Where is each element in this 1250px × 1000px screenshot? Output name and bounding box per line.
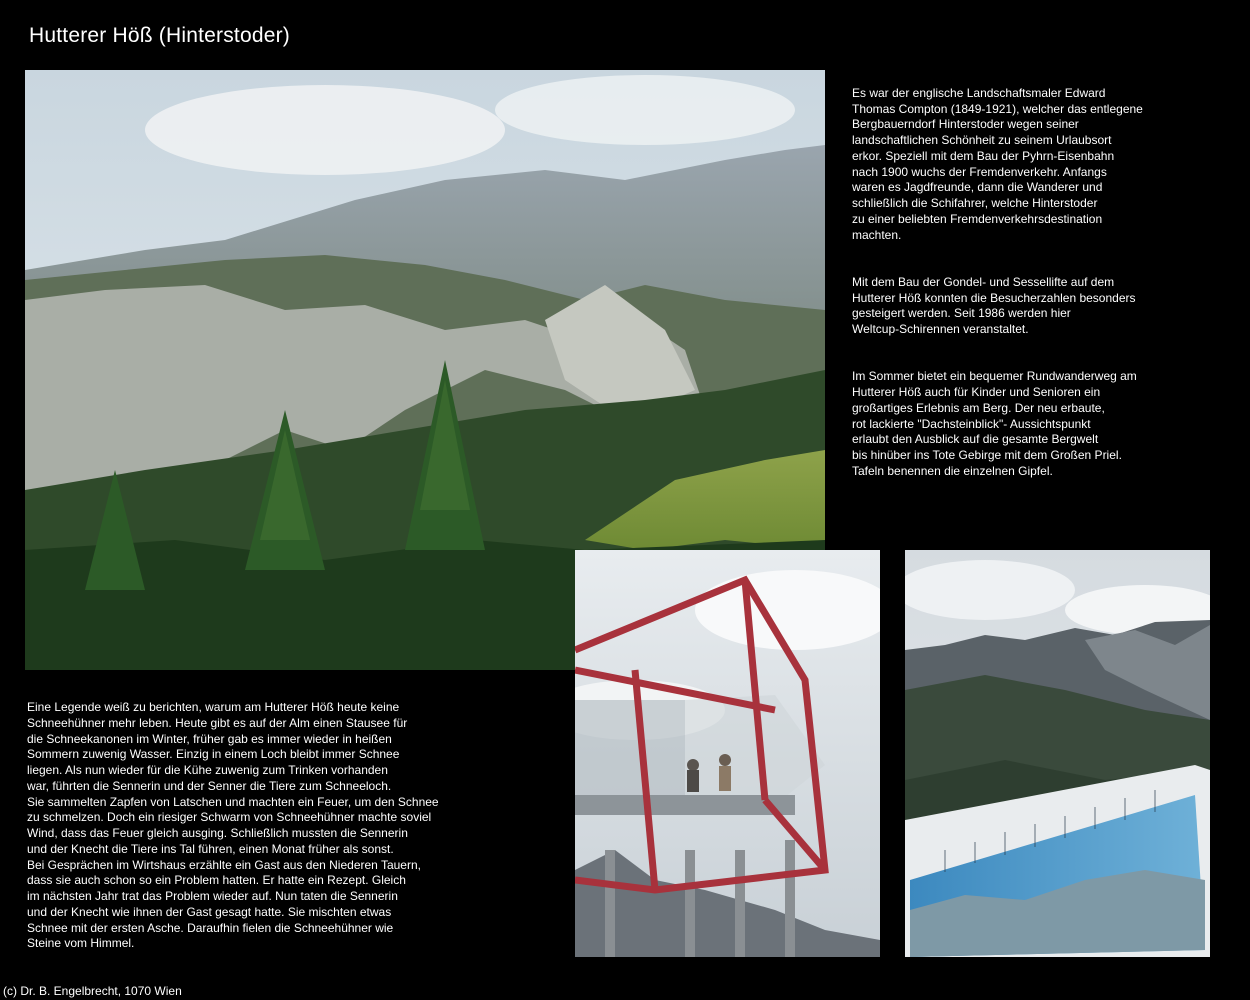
- copyright-footer: (c) Dr. B. Engelbrecht, 1070 Wien: [3, 984, 182, 998]
- page-title: Hutterer Höß (Hinterstoder): [29, 24, 290, 47]
- panorama-board-photo: [905, 550, 1210, 957]
- intro-text-block: [852, 70, 1172, 511]
- intro-paragraph: Es war der englische Landschaftsmaler Edward Thomas Compton (1849-1921), welcher das entlegene Bergbauerndorf Hinterstoder wegen seiner landschaftlichen Schönheit zu seinem Urlaubsort erkor. Speziell mit dem Bau der Pyhrn-Eisenbahn nach 1900 wuchs der Fremdenverkehr. Anfangs waren es Jagdfreunde, dann die Wanderer und schließlich die Schifahrer, welche Hinterstoder zu einer beliebten Fremdenverkehrsdestination machten.: [852, 85, 1143, 242]
- red-observation-tower-photo: [575, 550, 880, 957]
- legend-text-block: Eine Legende weiß zu berichten, warum am Hutterer Höß heute keine Schneehühner mehr leben. Heute gibt es auf der Alm einen Stausee für die Schneekanonen im Winter, früher gab es immer wieder in heißen Sommern zuwenig Wasser. Einzig in einem Loch bleibt immer Schnee liegen. Als nun wieder für die Kühe zuwenig zum Trinken vorhanden war, führten die Sennerin und der Senner die Tiere zum Schneeloch. Sie sammelten Zapfen von Latschen und machten ein Feuer, um den Schnee zu schmelzen. Doch ein riesiger Schwarm von Schneehühner machte soviel Wind, dass das Feuer gleich ausging. Schließlich mussten die Sennerin und der Knecht die Tiere ins Tal führen, einen Monat früher als sonst. Bei Gesprächen im Wirtshaus erzählte ein Gast aus den Niederen Tauern, dass sie auch schon so ein Problem hatten. Er hatte ein Rezept. Gleich im nächsten Jahr trat das Problem wieder auf. Nun taten die Sennerin und der Knecht wie ihnen der Gast gesagt hatte. Sie mischten etwas Schnee mit der ersten Asche. Daraufhin fielen die Schneehühner wie Steine vom Himmel.: [27, 700, 439, 951]
- intro-paragraph: Im Sommer bietet ein bequemer Rundwanderweg am Hutterer Höß auch für Kinder und Senioren ein großartiges Erlebnis am Berg. Der neu erbaute, rot lackierte "Dachsteinblick"- Aussichtspunkt erlaubt den Ausblick auf die gesamte Bergwelt bis hinüber ins Tote Gebirge mit dem Großen Priel. Tafeln benennen die einzelnen Gipfel.: [852, 369, 1137, 478]
- intro-paragraph: Mit dem Bau der Gondel- und Sessellifte auf dem Hutterer Höß konnten die Besucherzahlen besonders gesteigert werden. Seit 1986 werden hier Weltcup-Schirennen veranstaltet.: [852, 274, 1136, 336]
